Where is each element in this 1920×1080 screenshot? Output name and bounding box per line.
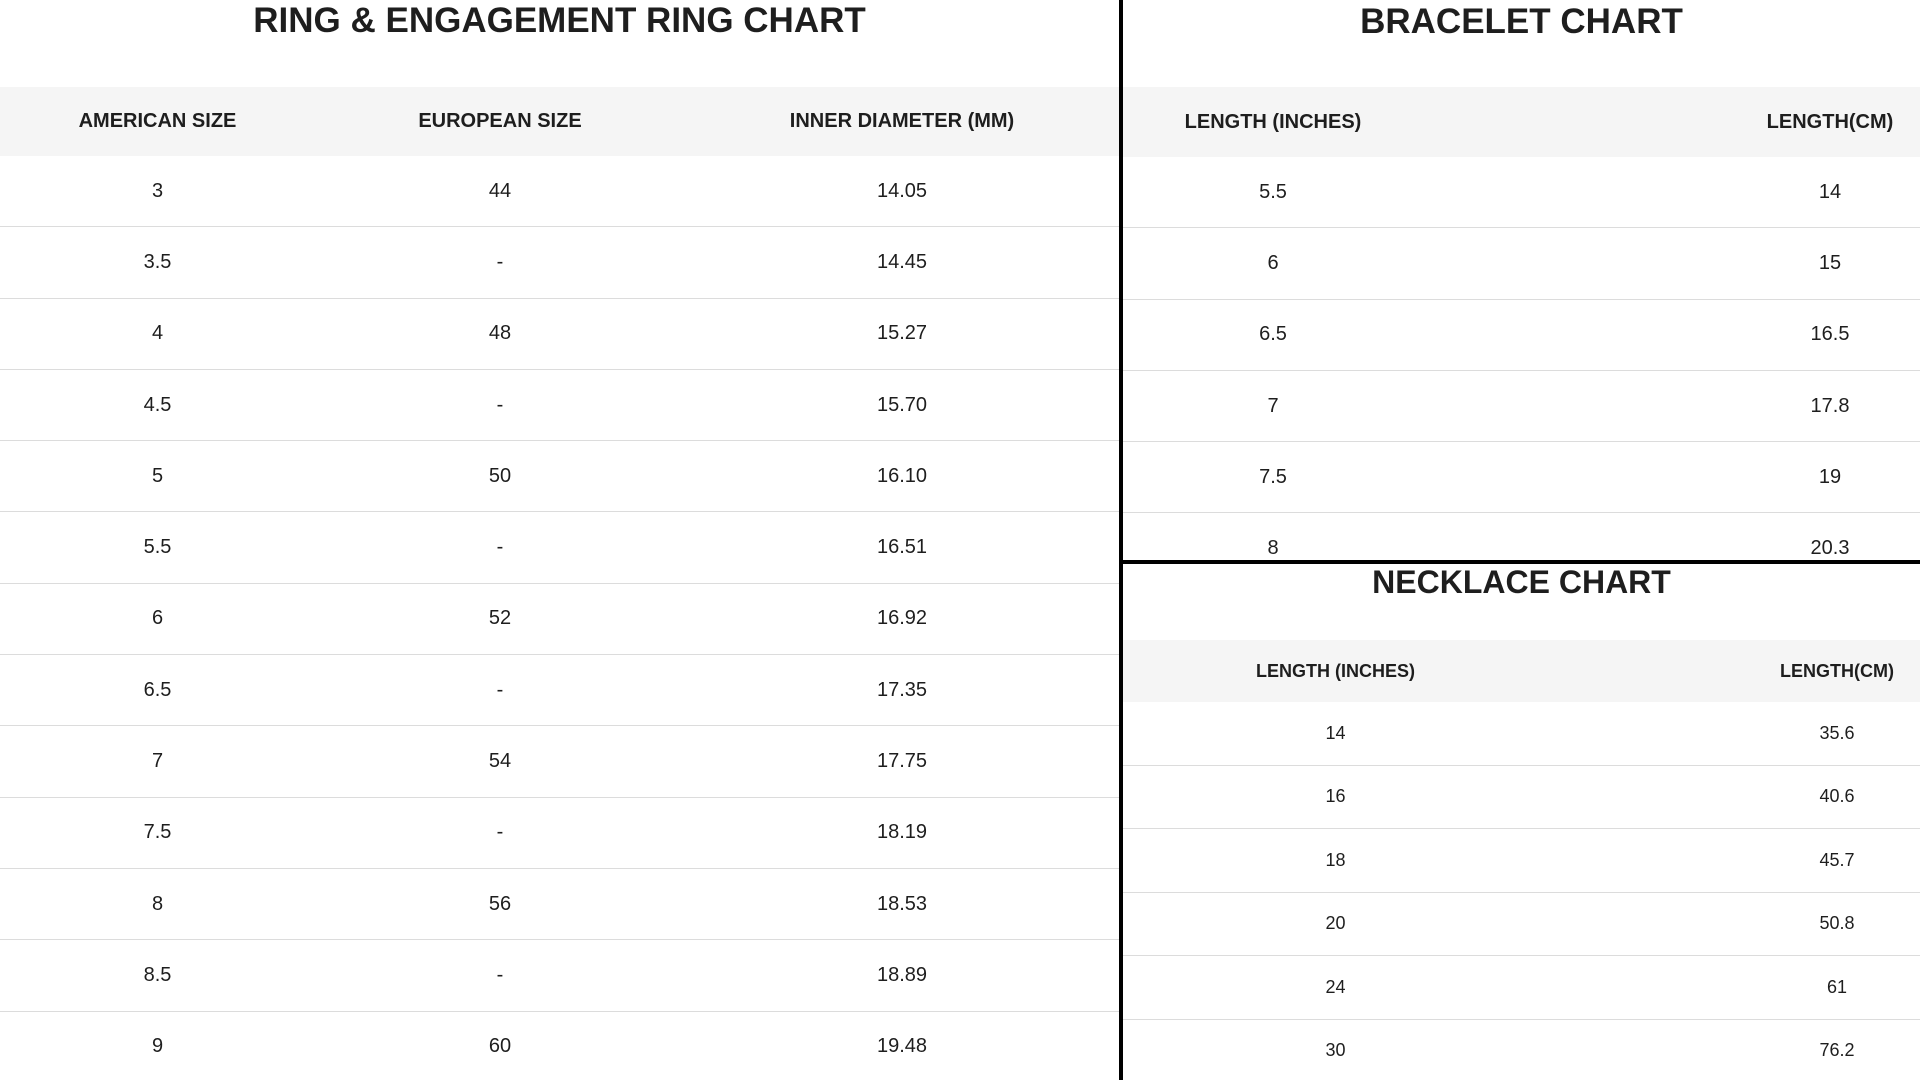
ring-inner-diameter-value: 17.35: [876, 678, 928, 701]
necklace-length-cm-cell: [1548, 723, 1920, 744]
necklace-length-inches-value: 20: [1325, 913, 1346, 934]
bracelet-length-cm-value: 16.5: [1810, 323, 1850, 346]
ring-chart-title: RING & ENGAGEMENT RING CHART: [253, 1, 866, 40]
ring-table-row: [0, 869, 1119, 940]
bracelet-length-cm-value: 17.8: [1810, 394, 1850, 417]
ring-american-size-value: 9: [151, 1035, 164, 1058]
bracelet-header-cm: LENGTH(CM): [1766, 110, 1894, 133]
bracelet-header-inches: LENGTH (INCHES): [1184, 110, 1362, 133]
necklace-chart-header-row: [1123, 640, 1920, 702]
ring-european-size-value: -: [496, 250, 504, 273]
ring-european-size-value: -: [496, 821, 504, 844]
ring-header-inner-diameter: INNER DIAMETER (MM): [789, 110, 1015, 132]
ring-header-european-size: EUROPEAN SIZE: [418, 110, 582, 132]
ring-american-size-value: 3.5: [143, 250, 172, 273]
ring-american-size-value: 5.5: [143, 536, 172, 559]
necklace-length-inches-value: 18: [1325, 849, 1346, 870]
ring-inner-diameter-value: 15.27: [876, 322, 928, 345]
necklace-table-row: [1123, 702, 1920, 766]
bracelet-length-cm-cell: [1423, 181, 1920, 204]
ring-european-size-value: 48: [488, 322, 512, 345]
bracelet-length-cm-value: 15: [1818, 251, 1842, 274]
ring-american-size-value: 5: [151, 464, 164, 487]
necklace-length-inches-value: 24: [1325, 976, 1346, 997]
ring-table-row: [0, 655, 1119, 726]
bracelet-table-row: [1123, 157, 1920, 228]
ring-table-row: [0, 1012, 1119, 1080]
necklace-header-cm: LENGTH(CM): [1780, 660, 1894, 681]
necklace-length-cm-value: 45.7: [1819, 849, 1855, 870]
necklace-length-cm-cell: [1548, 913, 1920, 934]
ring-european-size-value: 54: [488, 750, 512, 773]
bracelet-length-inches-value: 7: [1267, 394, 1279, 417]
necklace-length-cm-cell: [1548, 1040, 1920, 1061]
ring-table-row: [0, 584, 1119, 655]
necklace-table-row: [1123, 893, 1920, 957]
necklace-length-cm-value: 50.8: [1819, 913, 1855, 934]
necklace-length-cm-cell: [1548, 850, 1920, 871]
ring-american-size-value: 4.5: [143, 393, 172, 416]
ring-inner-diameter-value: 18.19: [876, 821, 928, 844]
ring-european-size-value: -: [496, 963, 504, 986]
ring-american-size-value: 7: [151, 750, 164, 773]
ring-table-row: [0, 156, 1119, 227]
ring-european-size-value: -: [496, 393, 504, 416]
necklace-length-inches-value: 16: [1325, 786, 1346, 807]
ring-inner-diameter-value: 17.75: [876, 750, 928, 773]
bracelet-table-row: [1123, 371, 1920, 442]
necklace-chart-rows: [1123, 702, 1920, 1080]
bracelet-length-cm-cell: [1423, 252, 1920, 275]
ring-inner-diameter-value: 16.10: [876, 464, 928, 487]
bracelet-length-cm-value: 20.3: [1810, 537, 1850, 560]
ring-american-size-value: 6.5: [143, 678, 172, 701]
ring-inner-diameter-value: 19.48: [876, 1035, 928, 1058]
bracelet-length-cm-cell: [1423, 395, 1920, 418]
bracelet-chart-title: BRACELET CHART: [1360, 2, 1683, 41]
ring-inner-diameter-value: 18.53: [876, 892, 928, 915]
ring-inner-diameter-value: 16.51: [876, 536, 928, 559]
necklace-length-cm-value: 40.6: [1819, 786, 1855, 807]
necklace-length-cm-cell: [1548, 786, 1920, 807]
ring-table-row: [0, 227, 1119, 298]
ring-table-row: [0, 798, 1119, 869]
necklace-length-cm-value: 35.6: [1819, 722, 1855, 743]
ring-header-american-size: AMERICAN SIZE: [78, 110, 237, 132]
bracelet-length-cm-cell: [1423, 323, 1920, 346]
necklace-chart-panel: [1123, 564, 1920, 1080]
bracelet-table-row: [1123, 228, 1920, 299]
ring-american-size-value: 8: [151, 892, 164, 915]
bracelet-length-cm-cell: [1423, 537, 1920, 560]
ring-american-size-value: 8.5: [143, 963, 172, 986]
ring-american-size-value: 7.5: [143, 821, 172, 844]
ring-chart-header-row: [0, 87, 1119, 156]
ring-european-size-value: 60: [488, 1035, 512, 1058]
ring-chart-rows: [0, 156, 1119, 1080]
necklace-length-inches-value: 30: [1325, 1040, 1346, 1061]
bracelet-header-cm-cell: [1423, 111, 1920, 134]
ring-table-row: [0, 940, 1119, 1011]
bracelet-table-row: [1123, 513, 1920, 560]
ring-european-size-value: 50: [488, 464, 512, 487]
bracelet-table-row: [1123, 300, 1920, 371]
necklace-length-cm-cell: [1548, 977, 1920, 998]
necklace-table-row: [1123, 1020, 1920, 1080]
bracelet-chart-rows: [1123, 157, 1920, 560]
ring-table-row: [0, 726, 1119, 797]
ring-european-size-value: 52: [488, 607, 512, 630]
bracelet-length-inches-value: 6: [1267, 251, 1279, 274]
ring-inner-diameter-value: 14.45: [876, 250, 928, 273]
ring-european-size-value: 56: [488, 892, 512, 915]
ring-inner-diameter-value: 18.89: [876, 963, 928, 986]
ring-european-size-value: 44: [488, 179, 512, 202]
ring-table-row: [0, 299, 1119, 370]
necklace-length-inches-value: 14: [1325, 722, 1346, 743]
bracelet-chart-panel: [1123, 0, 1920, 560]
ring-european-size-value: -: [496, 536, 504, 559]
necklace-header-cm-cell: [1548, 661, 1920, 682]
ring-table-row: [0, 370, 1119, 441]
necklace-table-row: [1123, 829, 1920, 893]
bracelet-length-inches-value: 8: [1267, 537, 1279, 560]
necklace-length-cm-value: 76.2: [1819, 1040, 1855, 1061]
bracelet-length-inches-value: 5.5: [1259, 180, 1287, 203]
ring-inner-diameter-value: 16.92: [876, 607, 928, 630]
necklace-length-cm-value: 61: [1826, 976, 1848, 997]
bracelet-length-inches-value: 6.5: [1259, 323, 1287, 346]
bracelet-length-cm-value: 19: [1818, 465, 1842, 488]
necklace-table-row: [1123, 956, 1920, 1020]
bracelet-length-cm-cell: [1423, 466, 1920, 489]
necklace-header-inches: LENGTH (INCHES): [1256, 660, 1415, 681]
ring-table-row: [0, 441, 1119, 512]
bracelet-length-inches-value: 7.5: [1259, 465, 1287, 488]
ring-american-size-value: 3: [151, 179, 164, 202]
necklace-table-row: [1123, 766, 1920, 830]
ring-table-row: [0, 512, 1119, 583]
bracelet-table-row: [1123, 442, 1920, 513]
bracelet-chart-header-row: [1123, 87, 1920, 157]
necklace-chart-title: NECKLACE CHART: [1372, 564, 1671, 600]
ring-inner-diameter-value: 15.70: [876, 393, 928, 416]
ring-inner-diameter-value: 14.05: [876, 179, 928, 202]
ring-european-size-value: -: [496, 678, 504, 701]
ring-american-size-value: 4: [151, 322, 164, 345]
ring-american-size-value: 6: [151, 607, 164, 630]
bracelet-length-cm-value: 14: [1818, 180, 1842, 203]
